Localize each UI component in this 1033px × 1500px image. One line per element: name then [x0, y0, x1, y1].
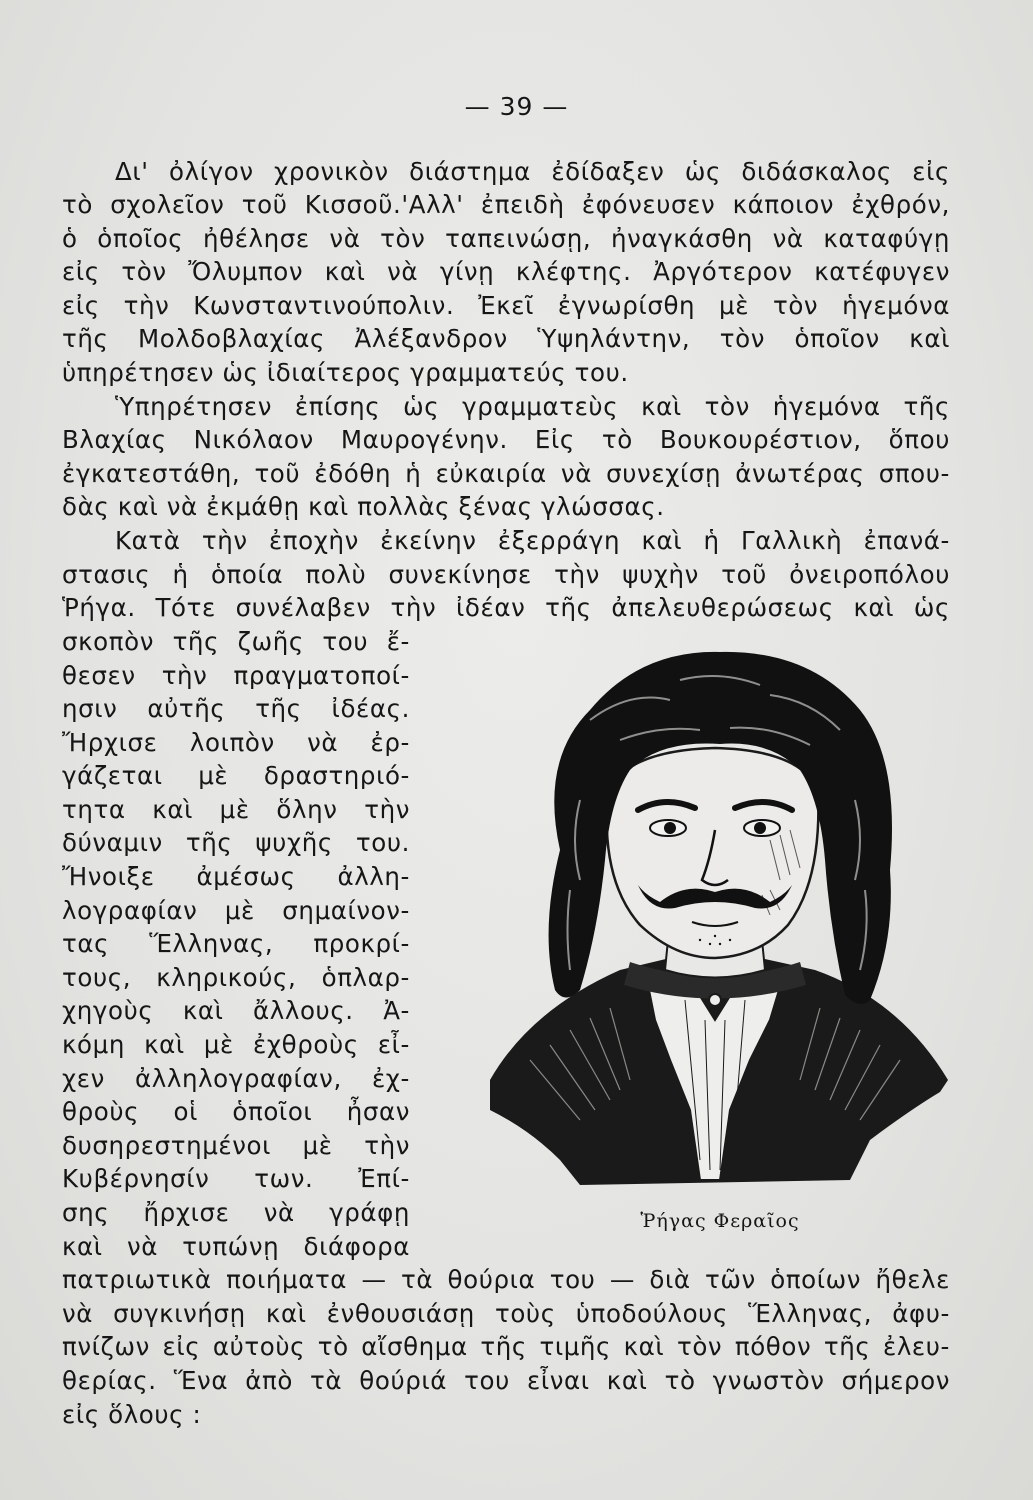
text-line: ὑπηρέτησεν ὡς ἰδιαίτερος γραμματεύς του. [62, 358, 629, 387]
text-line: εἰς τὸν Ὄλυμπον καὶ νὰ γίνῃ κλέφτης. Ἀργότερον κατέφυγεν [62, 257, 950, 286]
text-line: ὁ ὁποῖος ἠθέλησε νὰ τὸν ταπεινώσῃ, ἠναγκάσθη νὰ καταφύγῃ [62, 224, 950, 253]
text-line: εἰς ὅλους : [62, 1400, 202, 1429]
text-line: δὰς καὶ νὰ ἐκμάθῃ καὶ πολλὰς ξένας γλώσσας. [62, 492, 665, 521]
text-line: Ὑπηρέτησεν ἐπίσης ὡς γραμματεὺς καὶ τὸν ἡγεμόνα τῆς [115, 392, 950, 421]
page-number: — 39 — [464, 92, 569, 121]
text-line: τῆς Μολδοβλαχίας Ἀλέξανδρον Ὑψηλάντην, τὸν ὁποῖον καὶ [62, 324, 950, 353]
text-line: θροὺς οἱ ὁποῖοι ἦσαν [62, 1097, 410, 1126]
text-line: ἐγκατεστάθη, τοῦ ἐδόθη ἡ εὐκαιρία νὰ συνεχίσῃ ἀνωτέρας σπου- [62, 459, 950, 488]
text-line: νὰ συγκινήσῃ καὶ ἐνθουσιάσῃ τοὺς ὑποδούλους Ἕλληνας, ἀφυ- [62, 1299, 950, 1328]
text-line: σκοπὸν τῆς ζωῆς του ἔ- [62, 627, 410, 656]
text-line: πατριωτικὰ ποιήματα — τὰ θούρια του — διὰ τῶν ὁποίων ἤθελε [62, 1265, 950, 1294]
text-line: χηγοὺς καὶ ἄλλους. Ἀ- [62, 996, 410, 1025]
text-line: Βλαχίας Νικόλαον Μαυρογένην. Εἰς τὸ Βουκουρέστιον, ὅπου [62, 425, 950, 454]
portrait-caption: Ῥήγας Φεραῖος [640, 1210, 800, 1232]
text-line: γάζεται μὲ δραστηριό- [62, 761, 410, 790]
text-line: θεσεν τὴν πραγματοποί- [62, 661, 410, 690]
text-line: Κατὰ τὴν ἐποχὴν ἐκείνην ἐξερράγη καὶ ἡ Γαλλικὴ ἐπανά- [115, 526, 950, 555]
text-line: τὸ σχολεῖον τοῦ Κισσοῦ.'Αλλ' ἐπειδὴ ἐφόνευσεν κάποιον ἐχθρόν, [62, 190, 950, 219]
text-line: τους, κληρικούς, ὁπλαρ- [62, 963, 410, 992]
text-line: κόμη καὶ μὲ ἐχθροὺς εἶ- [62, 1030, 410, 1059]
text-line: Ἤρχισε λοιπὸν νὰ ἐρ- [62, 728, 410, 757]
text-line: χεν ἀλληλογραφίαν, ἐχ- [62, 1064, 410, 1093]
text-line: στασις ἡ ὁποία πολὺ συνεκίνησε τὴν ψυχὴν τοῦ ὀνειροπόλου [62, 560, 950, 589]
text-line: εἰς τὴν Κωνσταντινούπολιν. Ἐκεῖ ἐγνωρίσθη μὲ τὸν ἡγεμόνα [62, 291, 950, 320]
text-line: τητα καὶ μὲ ὅλην τὴν [62, 795, 410, 824]
text-line: τας Ἕλληνας, προκρί- [62, 929, 410, 958]
text-line: Ῥήγα. Τότε συνέλαβεν τὴν ἰδέαν τῆς ἀπελευθερώσεως καὶ ὡς [62, 593, 950, 622]
text-line: Κυβέρνησίν των. Ἐπί- [62, 1164, 410, 1193]
text-line: δυσηρεστημένοι μὲ τὴν [62, 1131, 410, 1160]
text-line: Δι' ὀλίγον χρονικὸν διάστημα ἐδίδαξεν ὡς διδάσκαλος εἰς [115, 157, 950, 186]
text-line: θερίας. Ἕνα ἀπὸ τὰ θούριά του εἶναι καὶ τὸ γνωστὸν σήμερον [62, 1366, 950, 1395]
text-line: Ἤνοιξε ἀμέσως ἀλλη- [62, 862, 410, 891]
text-line: ησιν αὐτῆς τῆς ἰδέας. [62, 694, 410, 723]
text-line: πνίζων εἰς αὐτοὺς τὸ αἴσθημα τῆς τιμῆς καὶ τὸν πόθον τῆς ἐλευ- [62, 1332, 950, 1361]
text-line: καὶ νὰ τυπώνῃ διάφορα [62, 1232, 410, 1261]
text-line: δύναμιν τῆς ψυχῆς του. [62, 828, 410, 857]
text-line: σης ἤρχισε νὰ γράφῃ [62, 1198, 410, 1227]
text-line: λογραφίαν μὲ σημαίνον- [62, 896, 410, 925]
portrait-illustration [470, 640, 960, 1200]
